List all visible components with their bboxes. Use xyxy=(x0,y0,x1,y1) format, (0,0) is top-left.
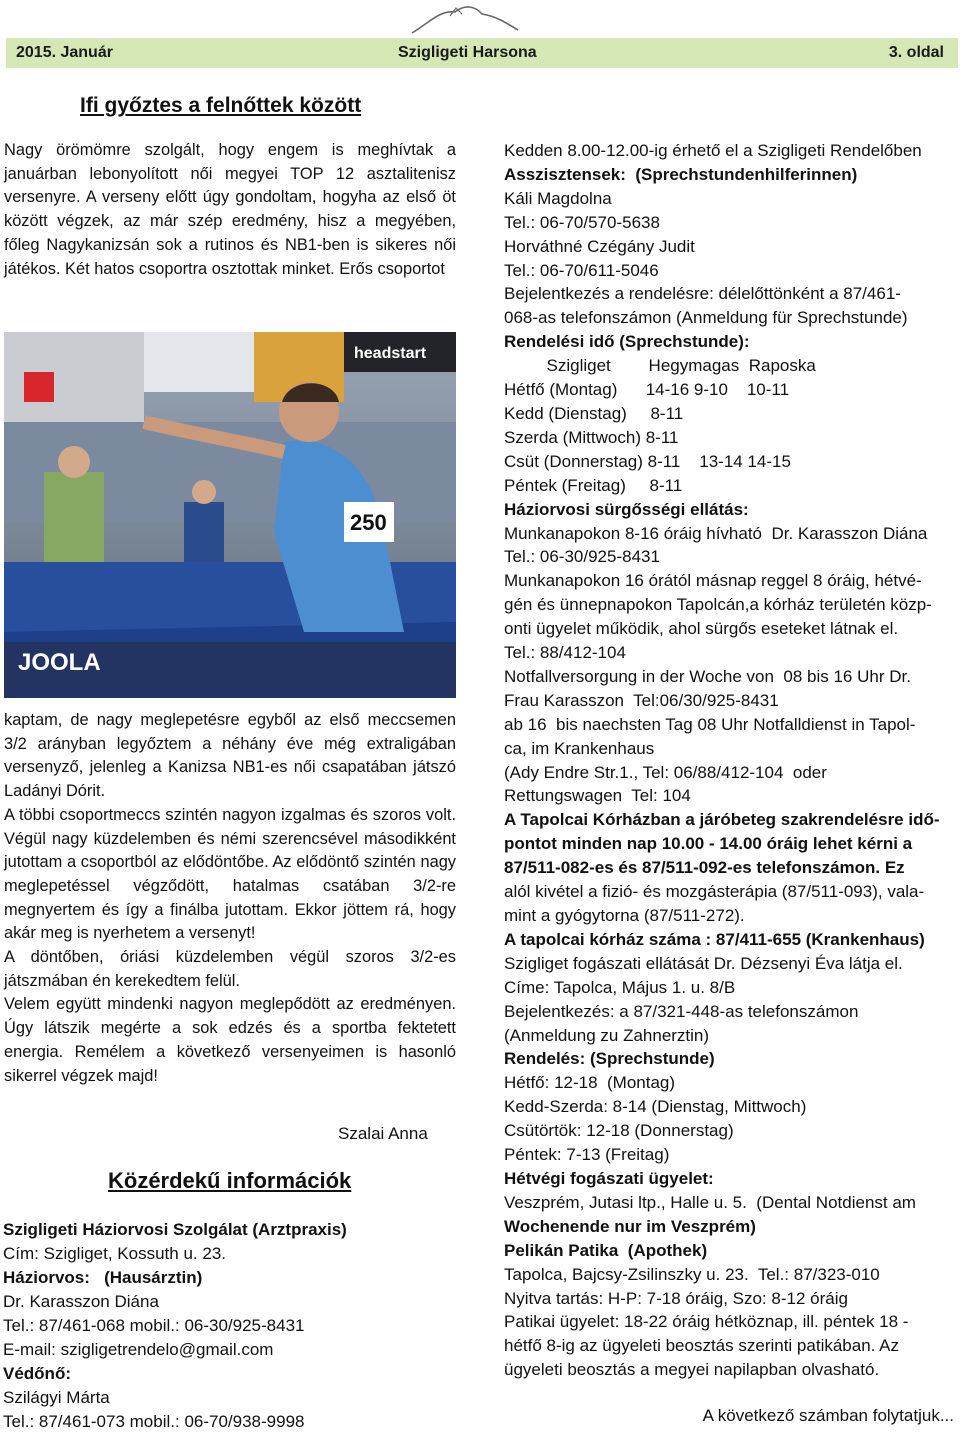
info-line: gén és ünnepnapokon Tapolcán,a kórház területén közp- xyxy=(504,595,932,615)
info-line: Tapolca, Bajcsy-Zsilinszky u. 23. Tel.: 87/323-010 xyxy=(504,1264,880,1284)
info-line: Frau Karasszon Tel:06/30/925-8431 xyxy=(504,690,779,710)
info-line: onti ügyelet működik, ahol sürgős eseteket látnak el. xyxy=(504,619,899,639)
info-line: Munkanapokon 16 órától másnap reggel 8 óráig, hétvé- xyxy=(504,571,922,591)
info-line: Káli Magdolna xyxy=(504,188,612,208)
info-line: Patikai ügyelet: 18-22 óráig hétköznap, ill. péntek 18 - xyxy=(504,1312,909,1332)
info-line: Nyitva tartás: H-P: 7-18 óráig, Szo: 8-12 óráig xyxy=(504,1288,848,1308)
info-line: Szilágyi Márta xyxy=(3,1388,110,1407)
photo-illustration xyxy=(4,332,456,698)
info-line: A Tapolcai Kórházban a járóbeteg szakrendelésre idő- xyxy=(504,810,940,830)
info-line: Veszprém, Jutasi ltp., Halle u. 5. (Dental Notdienst am xyxy=(504,1192,916,1212)
info-line: alól kivétel a fizió- és mozgásterápia (87/511-093), vala- xyxy=(504,882,925,902)
info-line: Péntek (Freitag) 8-11 xyxy=(504,475,683,495)
info-line: Kedden 8.00-12.00-ig érhető el a Szigligeti Rendelőben xyxy=(504,141,922,160)
article-paragraph: Nagy örömömre szolgált, hogy engem is meghívtak a januárban lebonyolított női megyei TOP 12 asztalitenisz versenyre. A verseny előtt úgy gondoltam, hogyha az első öt között végzek, az már szép eredmény, hisz a megyében, főleg Nagykanizsán sok a rutinos és NB1-ben is sikeres női játékos. Két hatos csoportra osztottak minket. Erős csoportot xyxy=(4,141,456,278)
article-paragraph: A többi csoportmeccs szintén nagyon izgalmas és szoros volt. Végül nagy küzdelemben és némi szerencsével másodikként jutottam a csoportból az elődöntőbe. Az elődöntő szintén nagy meglepetéssel végződött, hatalmas csatában 3/2-re megnyertem és így a finálba jutottam. Ekkor jöttem rá, hogy akár meg is nyerhetem a versenyt! xyxy=(4,805,456,943)
info-line: Bejelentkezés a rendelésre: délelőttönként a 87/461- xyxy=(504,284,901,304)
article-body-continued xyxy=(4,709,456,1088)
info-line: Wochenende nur im Veszprém) xyxy=(504,1216,756,1236)
info-line: Tel.: 06-30/925-8431 xyxy=(504,547,660,567)
info-line: Rendelési idő (Sprechstunde): xyxy=(504,332,750,352)
info-line: Háziorvos: (Hausárztin) xyxy=(3,1268,203,1287)
info-line: Pelikán Patika (Apothek) xyxy=(504,1240,708,1260)
info-line: Címe: Tapolca, Május 1. u. 8/B xyxy=(504,977,736,997)
info-line: Hétvégi fogászati ügyelet: xyxy=(504,1168,714,1188)
info-line: Notfallversorgung in der Woche von 08 bis 16 Uhr Dr. xyxy=(504,666,911,686)
info-line: Kedd-Szerda: 8-14 (Dienstag, Mittwoch) xyxy=(504,1097,807,1117)
info-line: mint a gyógytorna (87/511-272). xyxy=(504,906,745,925)
info-line: Tel.: 87/461-073 mobil.: 06-70/938-9998 xyxy=(3,1412,305,1431)
page-header-bar xyxy=(6,38,958,68)
info-line: Hétfő (Montag) 14-16 9-10 10-11 xyxy=(504,380,790,400)
info-line: (Ady Endre Str.1., Tel: 06/88/412-104 oder xyxy=(504,762,827,782)
info-line: Szerda (Mittwoch) 8-11 xyxy=(504,427,679,447)
article-author: Szalai Anna xyxy=(338,1124,428,1143)
article-paragraph: Velem együtt mindenki nagyon meglepődött az eredményen. Úgy látszik megérte a sok edzés és a sportba fektetett energia. Remélem a következő versenyeimen is hasonló sikerrel végzek majd! xyxy=(4,995,456,1085)
info-line: E-mail: szigligetrendelo@gmail.com xyxy=(3,1340,274,1359)
info-line: Háziorvosi sürgősségi ellátás: xyxy=(504,499,749,519)
info-line: Munkanapokon 8-16 óráig hívható Dr. Karasszon Diána xyxy=(504,523,928,543)
info-line: 87/511-082-es és 87/511-092-es telefonszámon. Ez xyxy=(504,858,905,878)
continued-note: A következő számban folytatjuk... xyxy=(702,1406,954,1425)
info-line: pontot minden nap 10.00 - 14.00 óráig lehet kérni a xyxy=(504,834,913,854)
info-right-column xyxy=(504,139,956,1382)
article-paragraph: kaptam, de nagy meglepetésre egyből az első meccsemen 3/2 arányban legyőztem a néhány éve még extraligában versenyző, jelenleg a Kanizsa NB1-es női csapatában játszó Ladányi Dórit. xyxy=(4,711,456,801)
info-line: Védőnő: xyxy=(3,1364,71,1383)
issue-date: 2015. Január xyxy=(16,44,113,61)
info-line: A tapolcai kórház száma : 87/411-655 (Krankenhaus) xyxy=(504,929,925,949)
info-line: Szigliget Hegymagas Raposka xyxy=(504,356,816,376)
article-paragraph: A döntőben, óriási küzdelemben végül szoros 3/2-es játszmában én kerekedtem felül. xyxy=(4,948,456,990)
info-line: Tel.: 88/412-104 xyxy=(504,643,626,663)
info-line: Bejelentkezés: a 87/321-448-as telefonszámon xyxy=(504,1001,859,1021)
info-line: Horváthné Czégány Judit xyxy=(504,236,695,256)
joola-banner-text: JOOLA xyxy=(18,649,101,676)
info-line: ügyeleti beosztás a megyei napilapban olvasható. xyxy=(504,1360,880,1380)
page-number: 3. oldal xyxy=(888,44,944,61)
article-title: Ifi győztes a felnőttek között xyxy=(80,94,362,117)
info-line: ca, im Krankenhaus xyxy=(504,738,655,758)
shirt-number: 250 xyxy=(350,510,387,535)
info-section-title: Közérdekű információk xyxy=(108,1168,352,1193)
info-line: Péntek: 7-13 (Freitag) xyxy=(504,1145,670,1165)
info-line: Hétfő: 12-18 (Montag) xyxy=(504,1073,676,1093)
info-line: Rettungswagen Tel: 104 xyxy=(504,786,691,806)
info-line: Kedd (Dienstag) 8-11 xyxy=(504,403,684,423)
info-left-column xyxy=(3,1218,463,1434)
info-line: Szigliget fogászati ellátását Dr. Dézsenyi Éva látja el. xyxy=(504,953,903,973)
info-line: Csütörtök: 12-18 (Donnerstag) xyxy=(504,1121,734,1141)
banner-text: headstart xyxy=(354,345,427,362)
info-line: ab 16 bis naechsten Tag 08 Uhr Notfalldienst in Tapol- xyxy=(504,714,916,734)
info-line: 068-as telefonszámon (Anmeldung für Sprechstunde) xyxy=(504,308,908,328)
info-line: Cím: Szigliget, Kossuth u. 23. xyxy=(3,1244,226,1263)
info-line: Szigligeti Háziorvosi Szolgálat (Arztpraxis) xyxy=(3,1220,347,1239)
info-line: Tel.: 06-70/570-5638 xyxy=(504,212,660,232)
mountain-logo-icon xyxy=(410,0,520,36)
table-tennis-photo xyxy=(4,332,456,698)
info-line: Dr. Karasszon Diána xyxy=(3,1292,159,1311)
info-line: (Anmeldung zu Zahnerztin) xyxy=(504,1025,710,1045)
info-line: Tel.: 87/461-068 mobil.: 06-30/925-8431 xyxy=(3,1316,305,1335)
info-line: Rendelés: (Sprechstunde) xyxy=(504,1049,715,1069)
info-line: hétfő 8-ig az ügyeleti beosztás szerinti patikában. Az xyxy=(504,1336,900,1356)
newspaper-name: Szigligeti Harsona xyxy=(398,44,537,61)
info-line: Asszisztensek: (Sprechstundenhilferinnen) xyxy=(504,164,858,184)
info-line: Csüt (Donnerstag) 8-11 13-14 14-15 xyxy=(504,451,791,471)
info-line: Tel.: 06-70/611-5046 xyxy=(504,260,659,280)
